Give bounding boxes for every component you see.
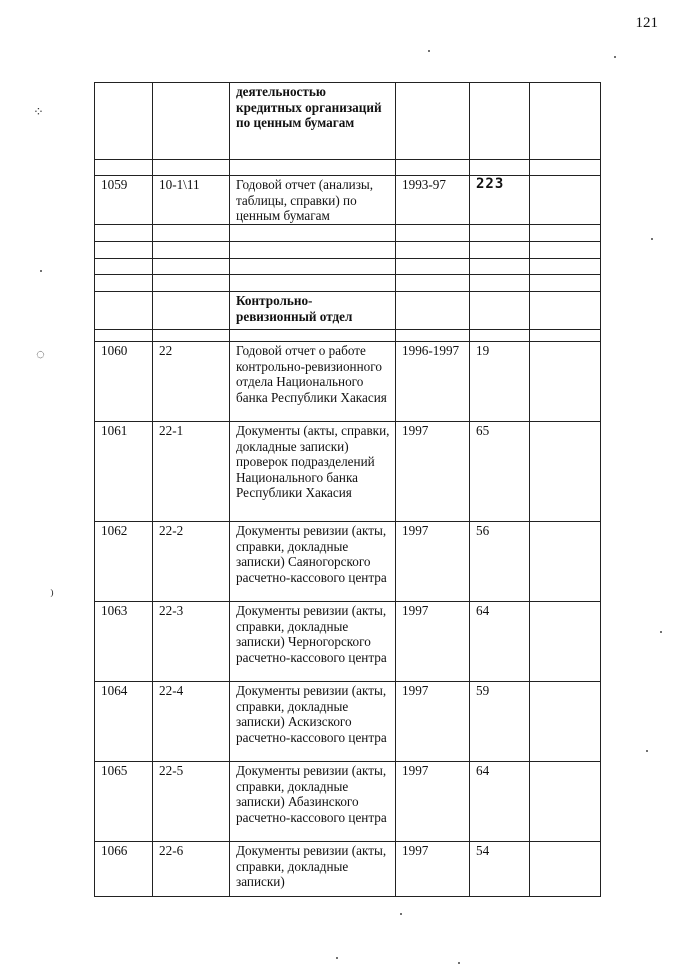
index-cell [153, 259, 230, 275]
index-cell [153, 242, 230, 259]
index-cell: 22-6 [153, 842, 230, 897]
index-cell [153, 83, 230, 160]
sheet-count-cell [470, 330, 530, 342]
speck [400, 913, 402, 915]
index-cell [153, 160, 230, 176]
note-cell [530, 259, 601, 275]
title-cell: Контрольно-ревизионный отдел [230, 292, 396, 330]
note-cell [530, 292, 601, 330]
years-cell [396, 330, 470, 342]
speck [646, 750, 648, 752]
entry-number-cell: 1066 [95, 842, 153, 897]
index-cell: 22 [153, 342, 230, 422]
title-cell: Документы (акты, справки, докладные записки) проверок подразделений Национального банка Республики Хакасия [230, 422, 396, 522]
sheet-count-cell [470, 83, 530, 160]
title-cell: деятельностью кредитных организаций по ценным бумагам [230, 83, 396, 160]
title-cell [230, 275, 396, 292]
note-cell [530, 225, 601, 242]
sheet-count-cell: 64 [470, 602, 530, 682]
years-cell: 1997 [396, 762, 470, 842]
sheet-count-cell [470, 225, 530, 242]
table-row [95, 342, 601, 422]
index-cell: 22-4 [153, 682, 230, 762]
note-cell [530, 682, 601, 762]
years-cell [396, 259, 470, 275]
sheet-count-cell [470, 292, 530, 330]
note-cell [530, 160, 601, 176]
note-cell [530, 422, 601, 522]
title-cell: Документы ревизии (акты, справки, докладные записки) Абазинского расчетно-кассового центра [230, 762, 396, 842]
title-cell: Документы ревизии (акты, справки, докладные записки) Черногорского расчетно-кассового центра [230, 602, 396, 682]
entry-number-cell: 1060 [95, 342, 153, 422]
section-row [95, 83, 601, 160]
sheet-count-cell: 223 [470, 176, 530, 225]
entry-number-cell: 1063 [95, 602, 153, 682]
years-cell [396, 275, 470, 292]
years-cell: 1997 [396, 422, 470, 522]
note-cell [530, 330, 601, 342]
entry-number-cell: 1062 [95, 522, 153, 602]
note-cell [530, 176, 601, 225]
entry-number-cell: 1059 [95, 176, 153, 225]
title-cell [230, 160, 396, 176]
title-cell: Годовой отчет (анализы, таблицы, справки) по ценным бумагам [230, 176, 396, 225]
sheet-count-cell [470, 242, 530, 259]
title-cell: Документы ревизии (акты, справки, докладные записки) [230, 842, 396, 897]
index-cell [153, 275, 230, 292]
note-cell [530, 602, 601, 682]
margin-mark: ⁾ [50, 588, 54, 605]
index-cell: 22-1 [153, 422, 230, 522]
archive-inventory-table [94, 82, 601, 897]
title-cell: Годовой отчет о работе контрольно-ревизионного отдела Национального банка Республики Хакасия [230, 342, 396, 422]
years-cell: 1997 [396, 842, 470, 897]
title-cell [230, 330, 396, 342]
page-number: 121 [635, 15, 658, 31]
sheet-count-cell: 59 [470, 682, 530, 762]
years-cell: 1997 [396, 602, 470, 682]
years-cell [396, 225, 470, 242]
title-cell [230, 259, 396, 275]
entry-number-cell [95, 83, 153, 160]
note-cell [530, 842, 601, 897]
margin-mark: ⁘ [33, 104, 44, 119]
table-row [95, 762, 601, 842]
sheet-count-cell: 64 [470, 762, 530, 842]
note-cell [530, 522, 601, 602]
entry-number-cell [95, 275, 153, 292]
sheet-count-cell [470, 259, 530, 275]
years-cell: 1997 [396, 682, 470, 762]
section-row [95, 292, 601, 330]
empty-row [95, 225, 601, 242]
title-cell: Документы ревизии (акты, справки, докладные записки) Саяногорского расчетно-кассового центра [230, 522, 396, 602]
entry-number-cell [95, 259, 153, 275]
speck [614, 56, 616, 58]
index-cell [153, 330, 230, 342]
table-row [95, 422, 601, 522]
table-row [95, 176, 601, 225]
entry-number-cell [95, 242, 153, 259]
table-row [95, 522, 601, 602]
empty-row [95, 275, 601, 292]
table-row [95, 682, 601, 762]
speck [428, 50, 430, 52]
index-cell: 22-2 [153, 522, 230, 602]
empty-row [95, 242, 601, 259]
entry-number-cell [95, 160, 153, 176]
empty-row [95, 259, 601, 275]
index-cell [153, 292, 230, 330]
sheet-count-cell: 54 [470, 842, 530, 897]
speck [40, 270, 42, 272]
entry-number-cell [95, 225, 153, 242]
index-cell: 10-1\11 [153, 176, 230, 225]
years-cell [396, 160, 470, 176]
index-cell: 22-3 [153, 602, 230, 682]
entry-number-cell [95, 292, 153, 330]
table-body [95, 83, 601, 897]
years-cell: 1997 [396, 522, 470, 602]
entry-number-cell: 1064 [95, 682, 153, 762]
title-cell: Документы ревизии (акты, справки, докладные записки) Аскизского расчетно-кассового центра [230, 682, 396, 762]
speck [660, 631, 662, 633]
speck [458, 962, 460, 964]
title-cell [230, 242, 396, 259]
years-cell [396, 292, 470, 330]
years-cell [396, 242, 470, 259]
entry-number-cell: 1061 [95, 422, 153, 522]
empty-row [95, 330, 601, 342]
sheet-count-cell: 19 [470, 342, 530, 422]
index-cell [153, 225, 230, 242]
empty-row [95, 160, 601, 176]
margin-mark: ◌ [36, 347, 45, 363]
sheet-count-cell [470, 275, 530, 292]
sheet-count-cell: 65 [470, 422, 530, 522]
years-cell: 1993-97 [396, 176, 470, 225]
speck [336, 957, 338, 959]
note-cell [530, 242, 601, 259]
table-row [95, 602, 601, 682]
entry-number-cell [95, 330, 153, 342]
table-row [95, 842, 601, 897]
index-cell: 22-5 [153, 762, 230, 842]
entry-number-cell: 1065 [95, 762, 153, 842]
years-cell [396, 83, 470, 160]
note-cell [530, 83, 601, 160]
sheet-count-cell [470, 160, 530, 176]
sheet-count-cell: 56 [470, 522, 530, 602]
note-cell [530, 275, 601, 292]
speck [651, 238, 653, 240]
title-cell [230, 225, 396, 242]
years-cell: 1996-1997 [396, 342, 470, 422]
note-cell [530, 762, 601, 842]
note-cell [530, 342, 601, 422]
